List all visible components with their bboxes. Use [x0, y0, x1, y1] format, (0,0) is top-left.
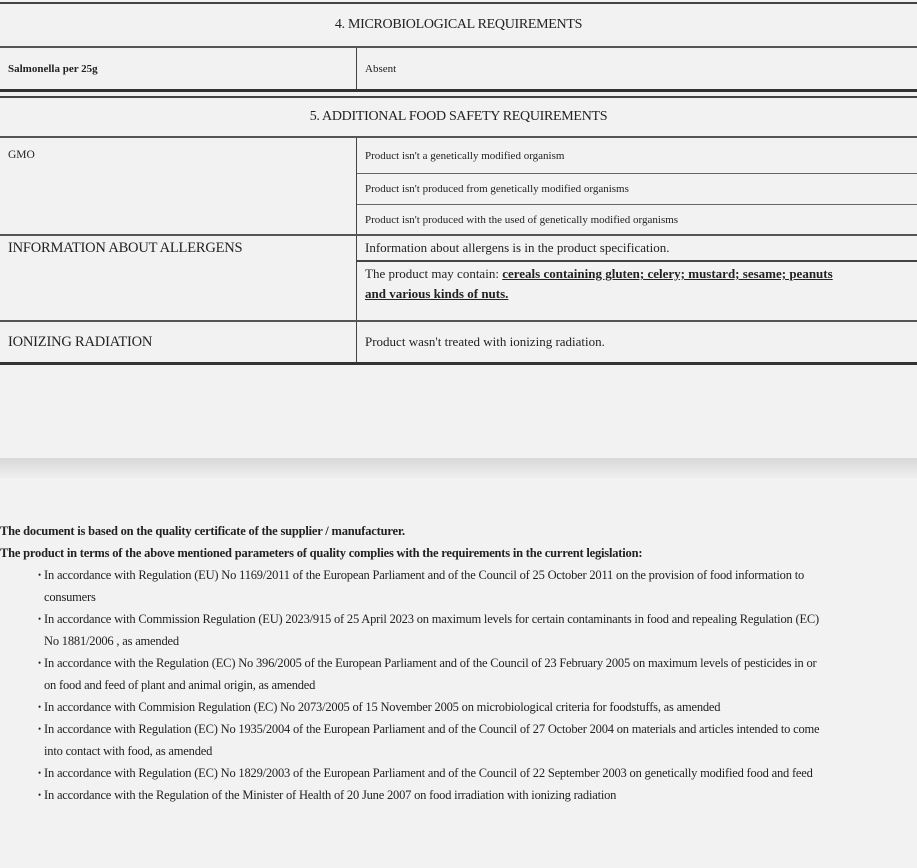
page-break: [0, 458, 917, 478]
gmo-value: Product isn't a genetically modified organism: [357, 138, 917, 174]
salmonella-value: Absent: [365, 62, 397, 75]
allergen-list: cereals containing gluten; celery; mustard; sesame; peanuts and various kinds of nuts.: [365, 266, 833, 301]
regulation-list: [0, 564, 828, 806]
radiation-row: [0, 322, 917, 362]
list-item: • In accordance with the Regulation (EC) No 396/2005 of the European Parliament and of the Council of 23 February 2005 on maximum levels of pesticides in or on food and feed of plant and animal origin, as amended: [38, 652, 828, 696]
list-item: • In accordance with Regulation (EC) No 1935/2004 of the European Parliament and of the Council of 27 October 2004 on materials and articles intended to come into contact with food, as amended: [38, 718, 828, 762]
list-item: • In accordance with Commision Regulation (EC) No 2073/2005 of 15 November 2005 on microbiological criteria for foodstuffs, as amended: [38, 696, 828, 718]
allergens-row: [0, 236, 917, 322]
note-compliance: The product in terms of the above mentioned parameters of quality complies with the requirements in the current legislation:: [0, 546, 643, 560]
note-source: The document is based on the quality certificate of the supplier / manufacturer.: [0, 524, 405, 538]
list-item: • In accordance with the Regulation of the Minister of Health of 20 June 2007 on food irradiation with ionizing radiation: [38, 784, 828, 806]
list-item: • In accordance with Regulation (EU) No 1169/2011 of the European Parliament and of the Council of 25 October 2011 on the provision of food information to consumers: [38, 564, 828, 608]
salmonella-label: Salmonella per 25g: [0, 48, 357, 89]
gmo-value: Product isn't produced with the used of genetically modified organisms: [365, 213, 679, 226]
microbiological-table: [0, 2, 917, 92]
gmo-value: Product isn't produced from genetically modified organisms: [357, 174, 917, 205]
food-safety-table: [0, 96, 917, 365]
radiation-value: Product wasn't treated with ionizing radiation.: [365, 334, 605, 349]
list-item: • In accordance with Commission Regulation (EU) 2023/915 of 25 April 2023 on maximum levels for certain contaminants in food and repealing Regulation (EC) No 1881/2006 , as amended: [38, 608, 828, 652]
radiation-label: IONIZING RADIATION: [0, 322, 357, 362]
gmo-row: [0, 138, 917, 236]
section-4-title: 4. MICROBIOLOGICAL REQUIREMENTS: [0, 4, 917, 48]
compliance-notes: [0, 520, 900, 806]
list-item: • In accordance with Regulation (EC) No 1829/2003 of the European Parliament and of the Council of 22 September 2003 on genetically modified food and feed: [38, 762, 828, 784]
may-contain-prefix: The product may contain:: [365, 266, 503, 281]
allergens-label: INFORMATION ABOUT ALLERGENS: [0, 236, 357, 320]
table-row: [0, 48, 917, 89]
allergens-info: Information about allergens is in the product specification.: [357, 236, 917, 262]
gmo-label: GMO: [0, 138, 357, 234]
section-5-title: 5. ADDITIONAL FOOD SAFETY REQUIREMENTS: [0, 98, 917, 138]
allergens-may-contain: [357, 262, 853, 320]
